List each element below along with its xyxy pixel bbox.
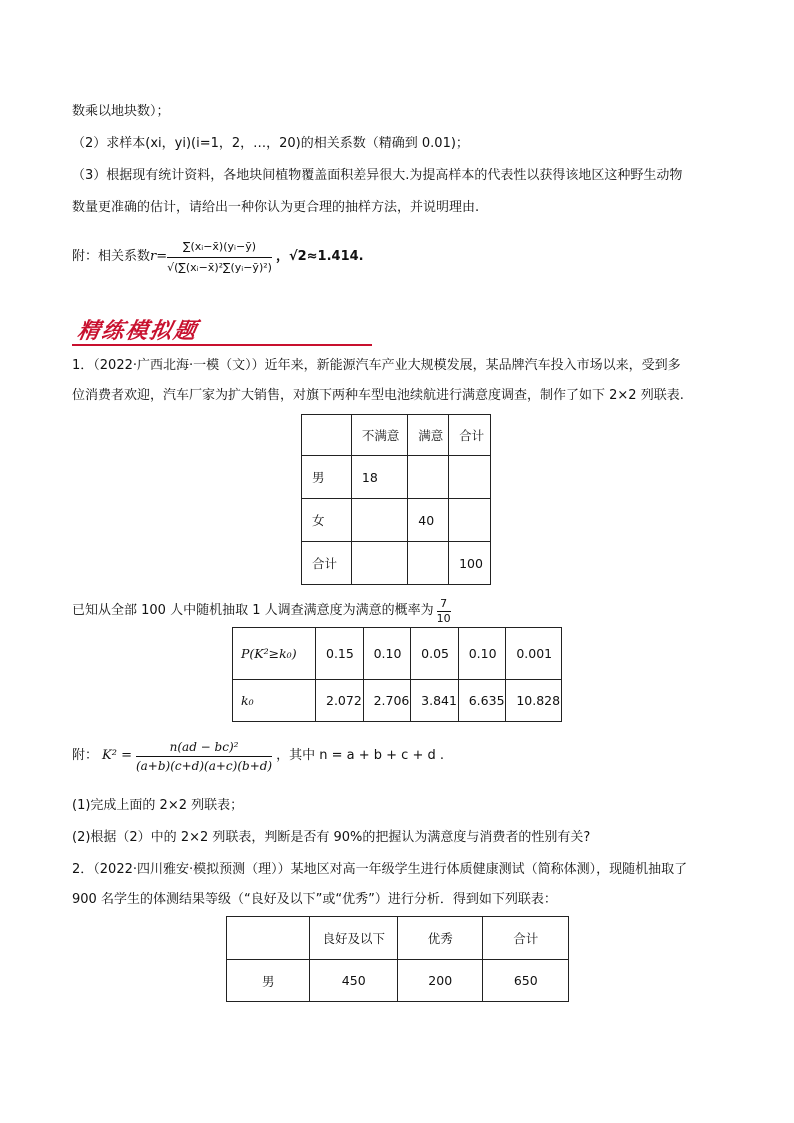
table3-cell: 男 <box>227 960 310 1002</box>
critical-value-table <box>232 627 562 722</box>
probability-line <box>72 594 451 628</box>
problem1-line2: 位消费者欢迎，汽车厂家为扩大销售，对旗下两种车型电池续航进行满意度调查，制作了如下 2×2 列联表. <box>72 388 684 403</box>
prev-question-3-line1: （3）根据现有统计资料，各地块间植物覆盖面积差异很大.为提高样本的代表性以获得该地区这种野生动物 <box>72 168 683 183</box>
table2-cell: 0.15 <box>316 628 364 680</box>
table1-header-cell: 满意 <box>408 415 449 456</box>
table2-cell: 2.072 <box>316 680 364 722</box>
section-banner-title: 精练模拟题 <box>75 318 201 344</box>
table3-header-cell: 良好及以下 <box>310 917 398 960</box>
formula-tail: ，其中 n = a + b + c + d . <box>276 748 445 763</box>
table2-cell: k₀ <box>233 680 316 722</box>
table-row <box>302 456 491 499</box>
prev-question-3-line2: 数量更准确的估计，请给出一种你认为更合理的抽样方法，并说明理由. <box>72 200 480 215</box>
problem1-question-2: (2)根据（2）中的 2×2 列联表，判断是否有 90%的把握认为满意度与消费者的性别有关? <box>72 830 591 845</box>
table1-cell: 男 <box>302 456 352 499</box>
table-row <box>233 680 562 722</box>
table-row <box>302 542 491 585</box>
problem1-question-1: (1)完成上面的 2×2 列联表； <box>72 798 244 813</box>
table1-header-cell: 合计 <box>449 415 491 456</box>
table1-header-cell <box>302 415 352 456</box>
table1-cell <box>351 542 407 585</box>
table1-header-cell: 不满意 <box>351 415 407 456</box>
table2-cell: 2.706 <box>363 680 411 722</box>
table1-header-row <box>302 415 491 456</box>
problem2-line2: 900 名学生的体测结果等级（“良好及以下”或“优秀”）进行分析．得到如下列联表： <box>72 892 557 907</box>
table2-cell: 0.05 <box>411 628 459 680</box>
contingency-table-2 <box>226 916 569 1002</box>
table2-cell: 0.001 <box>506 628 562 680</box>
note-r: r= <box>150 249 168 264</box>
table-row <box>302 499 491 542</box>
section-banner <box>72 318 372 342</box>
correlation-note <box>72 232 364 282</box>
table1-cell: 40 <box>408 499 449 542</box>
table2-cell: 10.828 <box>506 680 562 722</box>
prev-line1: 数乘以地块数）； <box>72 104 170 119</box>
table-row <box>233 628 562 680</box>
table2-cell: 6.635 <box>458 680 506 722</box>
table1-cell: 合计 <box>302 542 352 585</box>
table3-header-cell: 合计 <box>483 917 569 960</box>
table2-cell: 3.841 <box>411 680 459 722</box>
correlation-numerator: ∑(xᵢ−x̄)(yᵢ−ȳ) <box>167 237 272 258</box>
table2-cell: 0.10 <box>458 628 506 680</box>
table1-cell <box>449 456 491 499</box>
correlation-fraction <box>167 237 272 278</box>
formula-numerator: n(ad − bc)² <box>136 738 272 757</box>
problem1-line1: 1．（2022·广西北海·一模（文））近年来，新能源汽车产业大规模发展，某品牌汽车投入市场以来，受到多 <box>72 358 681 373</box>
problem2-line1: 2．（2022·四川雅安·模拟预测（理））某地区对高一年级学生进行体质健康测试（简称体测），现随机抽取了 <box>72 862 688 877</box>
section-banner-rule <box>72 344 372 346</box>
table-row <box>227 960 569 1002</box>
note-sqrt2: ，√2≈1.414. <box>275 249 364 264</box>
table1-cell <box>408 542 449 585</box>
probability-text: 已知从全部 100 人中随机抽取 1 人调查满意度为满意的概率为 <box>72 603 434 618</box>
note-label: 附：相关系数 <box>72 249 151 264</box>
table1-cell <box>449 499 491 542</box>
table1-cell: 100 <box>449 542 491 585</box>
table1-cell <box>351 499 407 542</box>
contingency-table-1 <box>301 414 491 585</box>
table1-cell: 18 <box>351 456 407 499</box>
formula-fraction <box>136 738 272 775</box>
table3-header-cell <box>227 917 310 960</box>
table2-cell: 0.10 <box>363 628 411 680</box>
table3-cell: 450 <box>310 960 398 1002</box>
chi-square-formula <box>72 736 444 776</box>
formula-label: 附： <box>72 748 99 763</box>
probability-numerator: 7 <box>437 597 451 612</box>
table3-header-cell: 优秀 <box>397 917 483 960</box>
probability-fraction <box>437 597 451 626</box>
table3-cell: 650 <box>483 960 569 1002</box>
table3-cell: 200 <box>397 960 483 1002</box>
table3-header-row <box>227 917 569 960</box>
table2-cell: P(K²≥k₀) <box>233 628 316 680</box>
table1-cell: 女 <box>302 499 352 542</box>
table1-cell <box>408 456 449 499</box>
prev-question-2: （2）求样本(xi，yi)(i=1，2，…，20)的相关系数（精确到 0.01)； <box>72 136 469 151</box>
formula-denominator: (a+b)(c+d)(a+c)(b+d) <box>135 758 273 773</box>
correlation-denominator: √(∑(xᵢ−x̄)²∑(yᵢ−ȳ)²) <box>167 260 272 274</box>
formula-lhs: K² = <box>102 748 132 763</box>
probability-denominator: 10 <box>436 611 451 625</box>
